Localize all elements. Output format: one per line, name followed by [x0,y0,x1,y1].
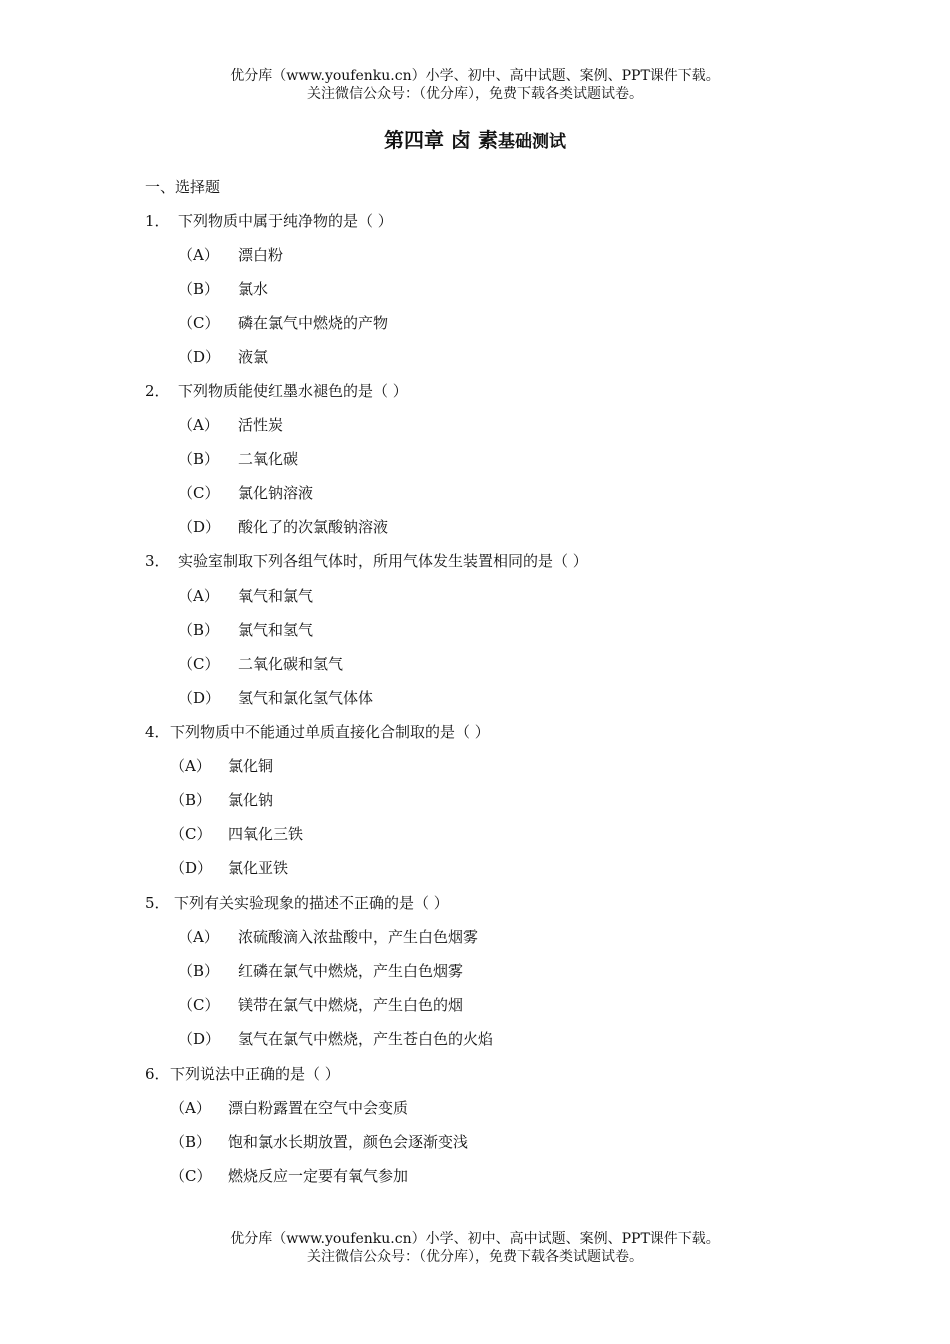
question-number: 4． [145,723,170,741]
option-text: 漂白粉 [238,246,284,264]
question-3 [145,551,588,571]
option-text: 红磷在氯气中燃烧，产生白色烟雾 [238,962,464,980]
option-label: （D） [170,859,213,877]
option-text: 磷在氯气中燃烧的产物 [238,314,389,332]
option-item [178,995,463,1015]
option-item [178,279,268,299]
option-item [178,245,283,265]
option-item [170,1132,468,1152]
option-text: 氢气在氯气中燃烧，产生苍白色的火焰 [238,1030,494,1048]
question-text: 下列物质中属于纯净物的是（ ） [178,212,393,230]
option-label: （D） [178,518,221,536]
option-text: 氯化铜 [228,757,274,775]
title-sub: 基础测试 [497,132,566,152]
option-label: （A） [170,1099,211,1117]
option-text: 氧气和氯气 [238,587,314,605]
title-main: 第四章 卤 素 [384,128,498,152]
question-number: 3． [145,552,170,570]
question-2 [145,381,408,401]
option-label: （C） [178,996,220,1014]
option-text: 四氧化三铁 [228,825,304,843]
option-item [178,313,388,333]
option-item [170,1166,408,1186]
question-text: 下列说法中正确的是（ ） [170,1065,340,1083]
question-text: 实验室制取下列各组气体时，所用气体发生装置相同的是（ ） [178,552,588,570]
option-item [178,483,313,503]
question-4 [145,722,490,742]
option-text: 氯气和氢气 [238,621,314,639]
option-label: （A） [178,928,219,946]
option-text: 氯水 [238,280,269,298]
question-text: 下列物质中不能通过单质直接化合制取的是（ ） [170,723,490,741]
option-text: 漂白粉露置在空气中会变质 [228,1099,409,1117]
question-number: 5． [145,894,170,912]
section-heading: 一、选择题 [145,178,221,196]
question-1 [145,211,393,231]
question-number: 2． [145,382,170,400]
header-line-2: 关注微信公众号：（优分库），免费下载各类试题试卷。 [307,86,643,102]
option-label: （B） [178,450,220,468]
question-6 [145,1064,340,1084]
option-label: （C） [170,1167,212,1185]
option-item [170,858,288,878]
option-text: 酸化了的次氯酸钠溶液 [238,518,389,536]
option-text: 氯化亚铁 [228,859,289,877]
page-footer [0,1230,950,1266]
option-item [170,756,273,776]
option-text: 液氯 [238,348,269,366]
footer-line-1: 优分库（www.youfenku.cn）小学、初中、高中试题、案例、PPT课件下载。 [230,1231,720,1247]
option-label: （C） [170,825,212,843]
option-text: 燃烧反应一定要有氧气参加 [228,1167,409,1185]
option-label: （A） [178,246,219,264]
option-item [178,654,343,674]
option-label: （C） [178,484,220,502]
option-item [178,688,373,708]
option-item [170,790,273,810]
option-item [178,927,478,947]
option-item [170,824,303,844]
option-label: （B） [178,280,220,298]
option-item [178,517,388,537]
option-label: （B） [170,1133,212,1151]
option-item [170,1098,408,1118]
option-text: 氢气和氯化氢气体体 [238,689,374,707]
option-item [178,415,283,435]
question-number: 6． [145,1065,170,1083]
option-text: 二氧化碳和氢气 [238,655,344,673]
option-item [178,347,268,367]
option-label: （A） [178,587,219,605]
option-label: （B） [178,962,220,980]
page-header [0,67,950,103]
option-label: （A） [178,416,219,434]
option-item [178,586,313,606]
option-text: 活性炭 [238,416,284,434]
option-label: （D） [178,1030,221,1048]
option-item [178,961,463,981]
option-label: （C） [178,314,220,332]
option-text: 氯化钠 [228,791,274,809]
footer-line-2: 关注微信公众号：（优分库），免费下载各类试题试卷。 [307,1249,643,1265]
question-text: 下列物质能使红墨水褪色的是（ ） [178,382,408,400]
question-5 [145,893,449,913]
header-line-1: 优分库（www.youfenku.cn）小学、初中、高中试题、案例、PPT课件下载。 [230,68,720,84]
option-item [178,449,298,469]
question-number: 1． [145,212,170,230]
option-label: （D） [178,689,221,707]
page-title [0,124,950,153]
option-text: 镁带在氯气中燃烧，产生白色的烟 [238,996,464,1014]
option-label: （B） [170,791,212,809]
option-label: （A） [170,757,211,775]
option-label: （D） [178,348,221,366]
option-label: （C） [178,655,220,673]
option-text: 饱和氯水长期放置，颜色会逐渐变浅 [228,1133,469,1151]
option-text: 氯化钠溶液 [238,484,314,502]
question-text: 下列有关实验现象的描述不正确的是（ ） [174,894,449,912]
option-item [178,620,313,640]
option-item [178,1029,493,1049]
option-text: 浓硫酸滴入浓盐酸中，产生白色烟雾 [238,928,479,946]
option-text: 二氧化碳 [238,450,299,468]
option-label: （B） [178,621,220,639]
